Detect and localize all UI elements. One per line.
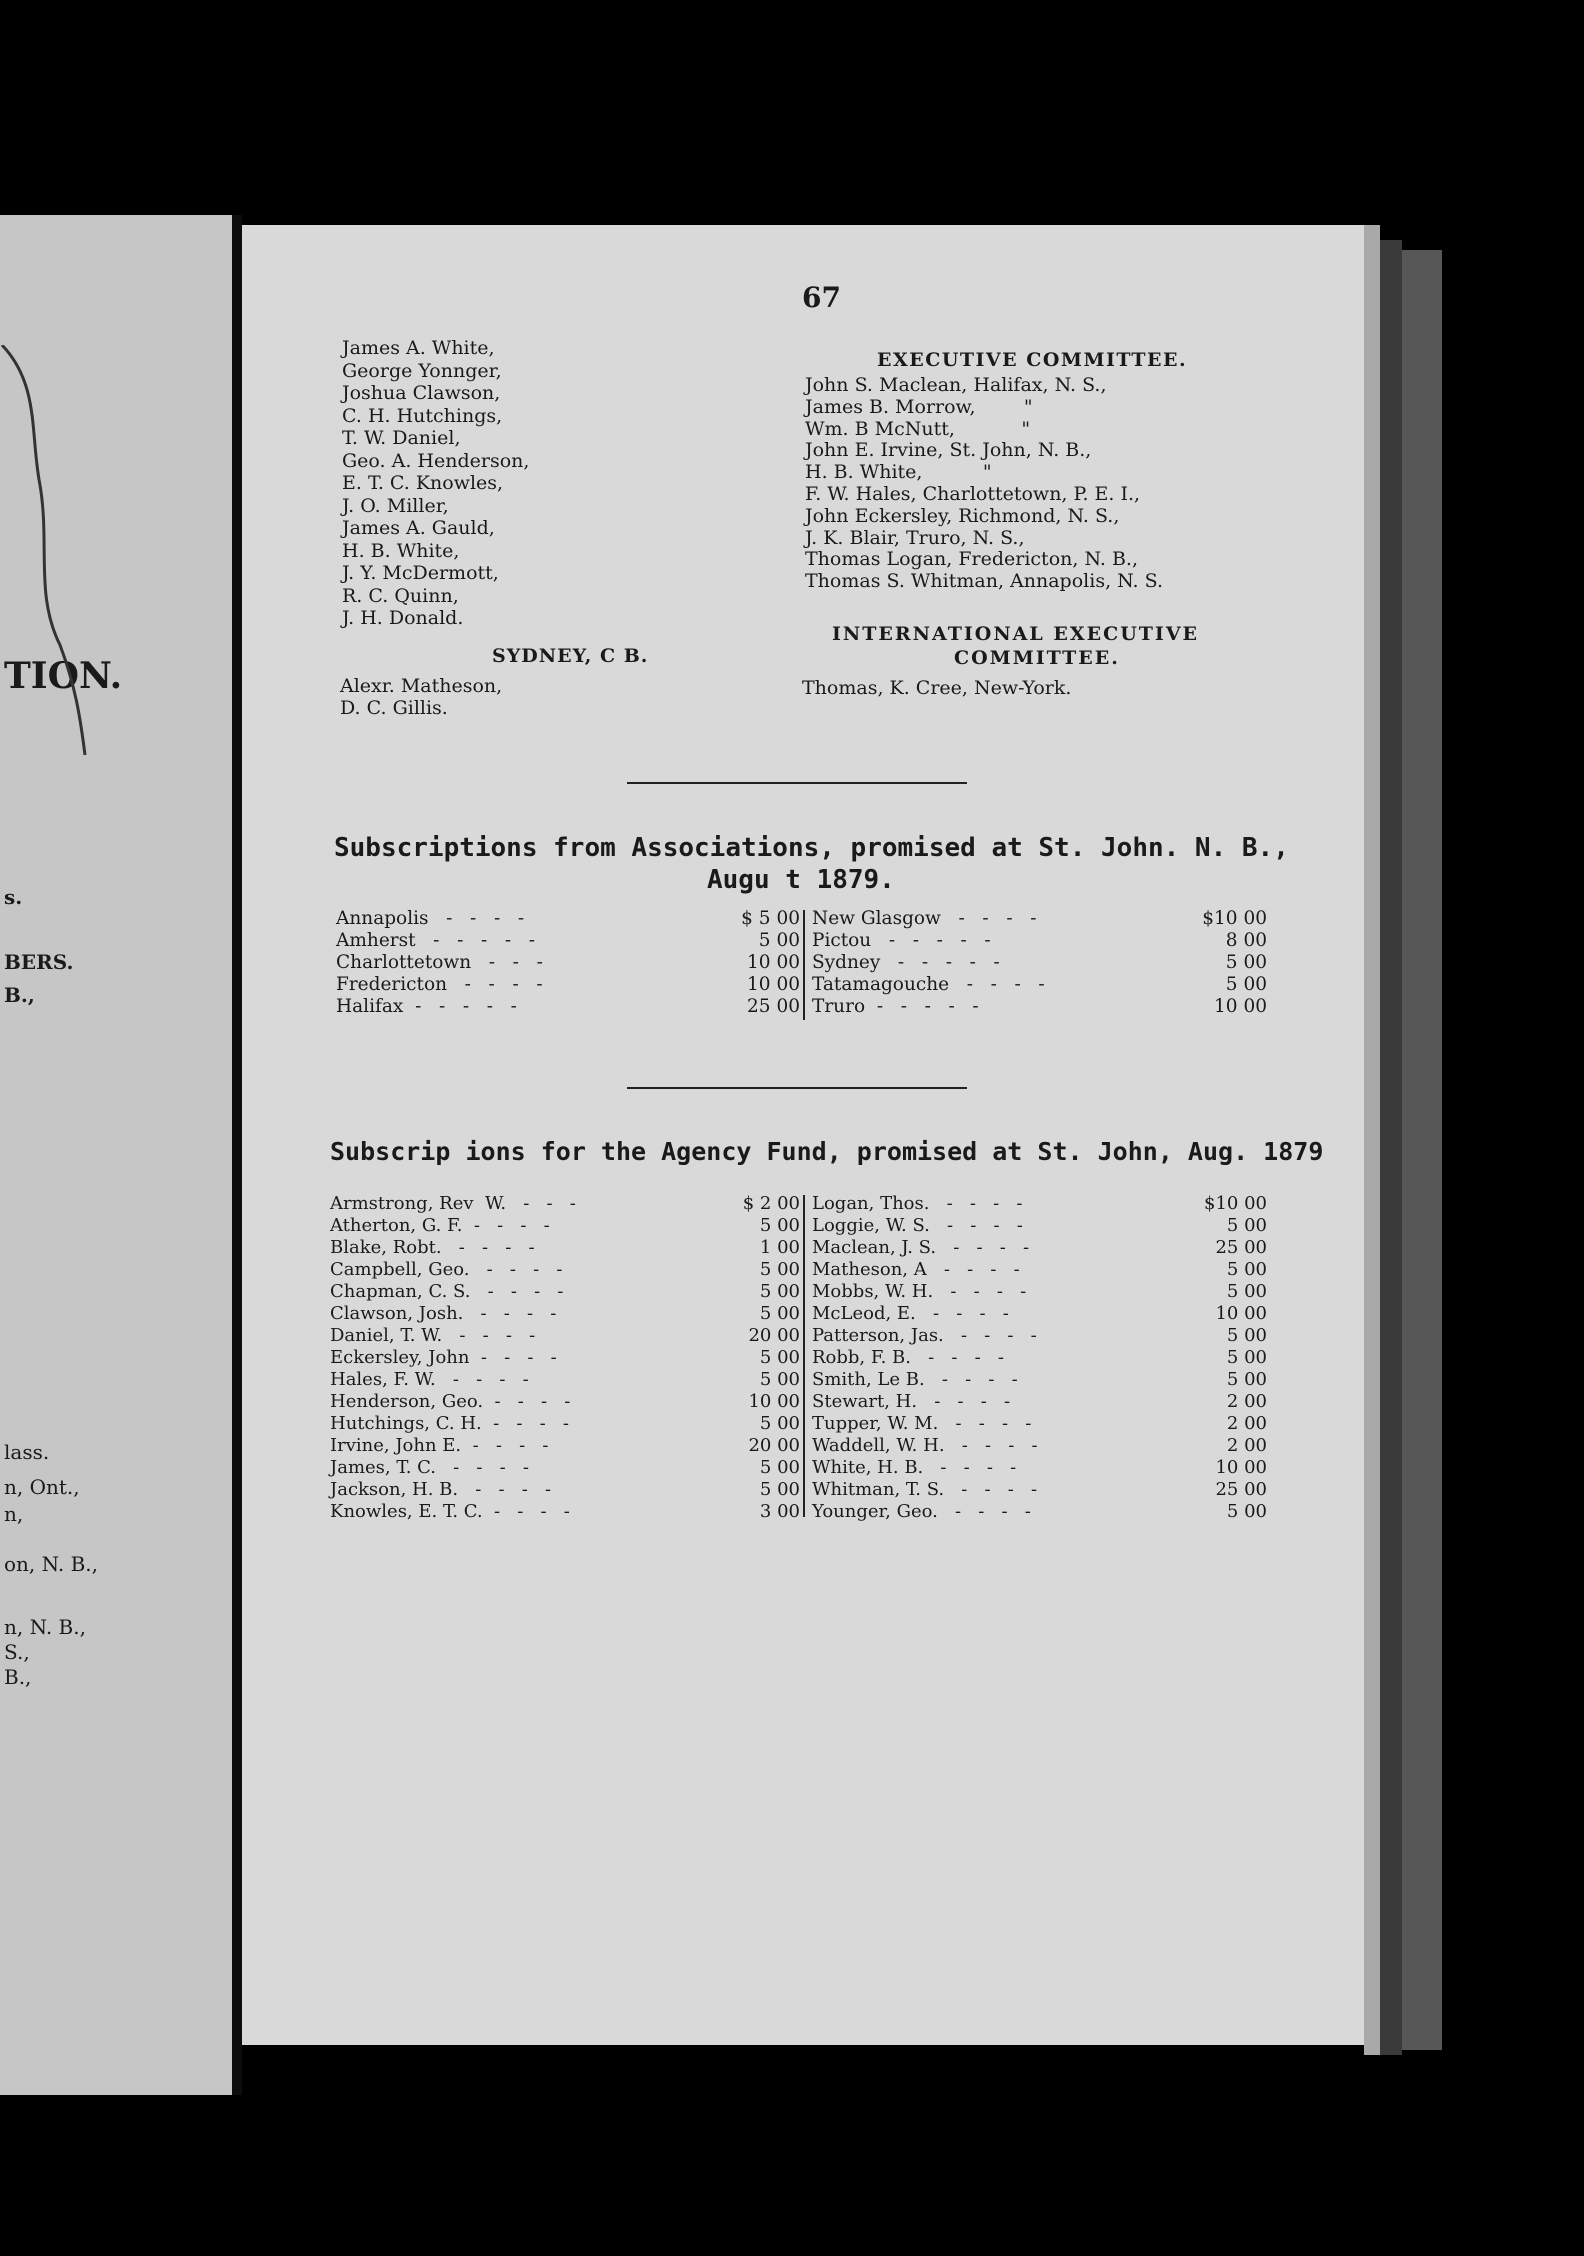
- agency-heading: Subscrip ions for the Agency Fund, promised at St. John, Aug. 1879: [330, 1137, 1324, 1166]
- table-row: [812, 1479, 1267, 1501]
- table-row: [812, 1347, 1267, 1369]
- table-row: [330, 1369, 800, 1391]
- table-cell-amount: 5 00: [759, 1457, 800, 1478]
- column-divider: [803, 910, 805, 1020]
- table-cell-name: Irvine, John E. - - - -: [330, 1435, 549, 1456]
- column-divider: [803, 1195, 805, 1517]
- table-cell-name: Knowles, E. T. C. - - - -: [330, 1501, 570, 1522]
- table-cell-amount: 8 00: [1225, 930, 1267, 951]
- table-cell-name: Daniel, T. W. - - - -: [330, 1325, 536, 1346]
- table-cell-name: Loggie, W. S. - - - -: [812, 1215, 1023, 1236]
- list-item: John Eckersley, Richmond, N. S.,: [805, 504, 1120, 527]
- facing-page-fragment: on, N. B.,: [4, 1552, 98, 1576]
- table-row: [330, 1479, 800, 1501]
- table-cell-name: Younger, Geo. - - - -: [812, 1501, 1031, 1522]
- table-cell-name: Maclean, J. S. - - - -: [812, 1237, 1030, 1258]
- international-heading-2: COMMITTEE.: [954, 647, 1120, 669]
- table-row: [336, 974, 800, 996]
- table-cell-amount: 10 00: [747, 974, 800, 995]
- list-item: J. K. Blair, Truro, N. S.,: [805, 526, 1025, 549]
- list-item: C. H. Hutchings,: [342, 404, 503, 427]
- page-edge: [1364, 225, 1380, 2055]
- list-item: Thomas S. Whitman, Annapolis, N. S.: [805, 570, 1164, 593]
- table-row: [330, 1501, 800, 1523]
- names-list: [342, 337, 529, 630]
- table-cell-amount: 5 00: [1225, 974, 1267, 995]
- table-row: [330, 1237, 800, 1259]
- table-cell-name: Pictou - - - - -: [812, 930, 991, 951]
- table-cell-amount: 25 00: [747, 996, 800, 1017]
- divider: [627, 782, 967, 784]
- page-number: 67: [802, 281, 841, 314]
- table-cell-name: Matheson, A - - - -: [812, 1259, 1020, 1280]
- table-cell-amount: 5 00: [1226, 1281, 1267, 1302]
- table-cell-name: Atherton, G. F. - - - -: [330, 1215, 550, 1236]
- table-cell-amount: 10 00: [1215, 1303, 1267, 1324]
- associations-right-table: [812, 908, 1267, 1018]
- table-cell-amount: 20 00: [748, 1325, 800, 1346]
- table-cell-name: Annapolis - - - -: [336, 908, 525, 929]
- list-item: Geo. A. Henderson,: [342, 449, 530, 472]
- table-cell-name: Smith, Le B. - - - -: [812, 1369, 1018, 1390]
- table-row: [812, 1325, 1267, 1347]
- divider: [627, 1087, 967, 1089]
- list-item: J. Y. McDermott,: [342, 562, 499, 584]
- list-item: T. W. Daniel,: [342, 427, 461, 449]
- table-row: [812, 1259, 1267, 1281]
- table-cell-name: Whitman, T. S. - - - -: [812, 1479, 1038, 1500]
- table-row: [812, 930, 1267, 952]
- table-cell-name: Mobbs, W. H. - - - -: [812, 1281, 1027, 1302]
- table-row: [330, 1435, 800, 1457]
- executive-heading: EXECUTIVE COMMITTEE.: [877, 349, 1188, 371]
- facing-page: [0, 215, 232, 2095]
- table-cell-name: Halifax - - - - -: [336, 996, 517, 1017]
- table-cell-amount: 5 00: [1226, 1501, 1267, 1522]
- table-cell-name: Tatamagouche - - - -: [812, 974, 1045, 995]
- table-cell-name: Robb, F. B. - - - -: [812, 1347, 1004, 1368]
- list-item: E. T. C. Knowles,: [342, 472, 504, 494]
- list-item: James A. Gauld,: [342, 517, 495, 539]
- table-cell-name: Charlottetown - - -: [336, 952, 543, 973]
- table-cell-name: Truro - - - - -: [812, 996, 979, 1017]
- table-cell-amount: 2 00: [1226, 1391, 1267, 1412]
- table-cell-name: Hales, F. W. - - - -: [330, 1369, 529, 1390]
- list-item: F. W. Hales, Charlottetown, P. E. I.,: [805, 482, 1141, 505]
- list-item: Alexr. Matheson,: [340, 675, 503, 697]
- table-cell-amount: $10 00: [1204, 1193, 1267, 1214]
- facing-page-fragment: B.,: [4, 983, 35, 1007]
- table-cell-amount: 5 00: [1226, 1369, 1267, 1390]
- table-cell-name: Clawson, Josh. - - - -: [330, 1303, 557, 1324]
- table-cell-amount: 25 00: [1215, 1237, 1267, 1258]
- table-cell-amount: 5 00: [1226, 1259, 1267, 1280]
- list-item: D. C. Gillis.: [340, 697, 448, 719]
- table-cell-amount: 2 00: [1226, 1413, 1267, 1434]
- table-row: [812, 974, 1267, 996]
- table-cell-amount: 5 00: [759, 1303, 800, 1324]
- document-page: [242, 225, 1364, 2045]
- table-cell-name: Blake, Robt. - - - -: [330, 1237, 535, 1258]
- table-cell-amount: 1 00: [759, 1237, 800, 1258]
- table-cell-amount: $10 00: [1202, 908, 1267, 929]
- table-cell-amount: 10 00: [747, 952, 800, 973]
- table-cell-name: Tupper, W. M. - - - -: [812, 1413, 1032, 1434]
- table-cell-name: Stewart, H. - - - -: [812, 1391, 1011, 1412]
- facing-page-fragment: BERS.: [4, 950, 74, 974]
- table-row: [330, 1303, 800, 1325]
- table-cell-amount: 5 00: [759, 1281, 800, 1302]
- table-cell-name: White, H. B. - - - -: [812, 1457, 1017, 1478]
- list-item: H. B. White,: [342, 539, 460, 562]
- table-row: [812, 1369, 1267, 1391]
- list-item: J. H. Donald.: [342, 607, 464, 629]
- table-cell-name: Campbell, Geo. - - - -: [330, 1259, 563, 1280]
- table-cell-name: Eckersley, John - - - -: [330, 1347, 557, 1368]
- table-cell-name: Henderson, Geo. - - - -: [330, 1391, 571, 1412]
- table-row: [336, 908, 800, 930]
- facing-page-fragment: B.,: [4, 1665, 32, 1689]
- table-cell-amount: 5 00: [1226, 1215, 1267, 1236]
- table-cell-name: Chapman, C. S. - - - -: [330, 1281, 564, 1302]
- table-row: [330, 1215, 800, 1237]
- facing-page-fragment: n,: [4, 1502, 24, 1526]
- table-row: [812, 1501, 1267, 1523]
- facing-page-fragment: S.,: [4, 1640, 30, 1664]
- table-row: [812, 1193, 1267, 1215]
- list-item: James B. Morrow, ": [805, 395, 1033, 418]
- table-cell-amount: 5 00: [759, 1259, 800, 1280]
- table-cell-name: Amherst - - - - -: [336, 930, 536, 951]
- table-cell-amount: 10 00: [1214, 996, 1267, 1017]
- table-row: [812, 952, 1267, 974]
- table-cell-amount: 3 00: [759, 1501, 800, 1522]
- facing-page-fragment: n, Ont.,: [4, 1475, 80, 1499]
- table-cell-name: Armstrong, Rev W. - - -: [330, 1193, 576, 1214]
- table-cell-amount: 5 00: [759, 1369, 800, 1390]
- list-item: Joshua Clawson,: [342, 382, 501, 404]
- page-edge: [1380, 240, 1402, 2055]
- table-row: [812, 1457, 1267, 1479]
- facing-page-fragment: TION.: [4, 655, 123, 697]
- list-item: Thomas Logan, Fredericton, N. B.,: [805, 548, 1138, 571]
- table-cell-amount: 5 00: [759, 1479, 800, 1500]
- table-row: [330, 1347, 800, 1369]
- table-cell-amount: 10 00: [748, 1391, 800, 1412]
- table-row: [330, 1457, 800, 1479]
- table-row: [812, 1303, 1267, 1325]
- agency-right-table: [812, 1193, 1267, 1523]
- table-cell-amount: 5 00: [1226, 1347, 1267, 1368]
- agency-left-table: [330, 1193, 800, 1523]
- list-item: H. B. White, ": [805, 461, 992, 484]
- table-cell-name: James, T. C. - - - -: [330, 1457, 529, 1478]
- list-item: J. O. Miller,: [342, 494, 449, 517]
- table-cell-amount: 5 00: [759, 1215, 800, 1236]
- table-row: [812, 996, 1267, 1018]
- table-cell-amount: 5 00: [758, 930, 800, 951]
- table-cell-amount: 5 00: [759, 1413, 800, 1434]
- table-cell-amount: 20 00: [748, 1435, 800, 1456]
- international-heading: INTERNATIONAL EXECUTIVE: [832, 623, 1200, 645]
- table-row: [336, 930, 800, 952]
- executive-list: [805, 375, 1163, 593]
- table-cell-name: Patterson, Jas. - - - -: [812, 1325, 1037, 1346]
- list-item: John S. Maclean, Halifax, N. S.,: [805, 374, 1107, 396]
- table-row: [330, 1193, 800, 1215]
- list-item: John E. Irvine, St. John, N. B.,: [805, 439, 1092, 462]
- table-row: [336, 952, 800, 974]
- table-row: [330, 1325, 800, 1347]
- list-item: James A. White,: [342, 337, 495, 359]
- table-row: [812, 1237, 1267, 1259]
- table-row: [336, 996, 800, 1018]
- table-cell-name: Hutchings, C. H. - - - -: [330, 1413, 570, 1434]
- table-row: [812, 1215, 1267, 1237]
- table-cell-amount: 5 00: [1226, 1325, 1267, 1346]
- table-row: [812, 1391, 1267, 1413]
- table-cell-name: Sydney - - - - -: [812, 952, 1000, 973]
- table-row: [812, 1413, 1267, 1435]
- associations-left-table: [336, 908, 800, 1018]
- book-gutter: [232, 215, 242, 2095]
- table-row: [330, 1413, 800, 1435]
- page-edge: [1402, 250, 1442, 2050]
- table-cell-amount: 25 00: [1215, 1479, 1267, 1500]
- table-row: [330, 1259, 800, 1281]
- international-member: Thomas, K. Cree, New-York.: [802, 677, 1072, 699]
- list-item: George Yonnger,: [342, 359, 502, 382]
- table-cell-name: Waddell, W. H. - - - -: [812, 1435, 1038, 1456]
- table-cell-name: Fredericton - - - -: [336, 974, 543, 995]
- table-row: [812, 1435, 1267, 1457]
- facing-page-fragment: s.: [4, 885, 23, 909]
- table-cell-amount: $ 5 00: [741, 908, 800, 929]
- table-row: [812, 1281, 1267, 1303]
- list-item: Wm. B McNutt, ": [805, 417, 1031, 440]
- table-cell-name: Logan, Thos. - - - -: [812, 1193, 1023, 1214]
- table-cell-amount: 2 00: [1226, 1435, 1267, 1456]
- table-row: [330, 1281, 800, 1303]
- associations-heading: Subscriptions from Associations, promised at St. John. N. B.,: [334, 833, 1289, 863]
- facing-page-fragment: n, N. B.,: [4, 1615, 86, 1639]
- table-row: [812, 908, 1267, 930]
- associations-heading-2: Augu t 1879.: [707, 865, 895, 895]
- table-cell-name: Jackson, H. B. - - - -: [330, 1479, 552, 1500]
- table-cell-amount: 5 00: [759, 1347, 800, 1368]
- facing-page-fragment: lass.: [4, 1440, 50, 1464]
- table-cell-amount: 5 00: [1225, 952, 1267, 973]
- table-cell-name: McLeod, E. - - - -: [812, 1303, 1009, 1324]
- list-item: R. C. Quinn,: [342, 584, 459, 607]
- table-cell-name: New Glasgow - - - -: [812, 908, 1037, 929]
- table-cell-amount: 10 00: [1215, 1457, 1267, 1478]
- sydney-heading: SYDNEY, C B.: [492, 645, 649, 667]
- table-row: [330, 1391, 800, 1413]
- table-cell-amount: $ 2 00: [742, 1193, 800, 1214]
- sydney-list: [340, 675, 502, 719]
- ink-line-mark: [0, 345, 110, 765]
